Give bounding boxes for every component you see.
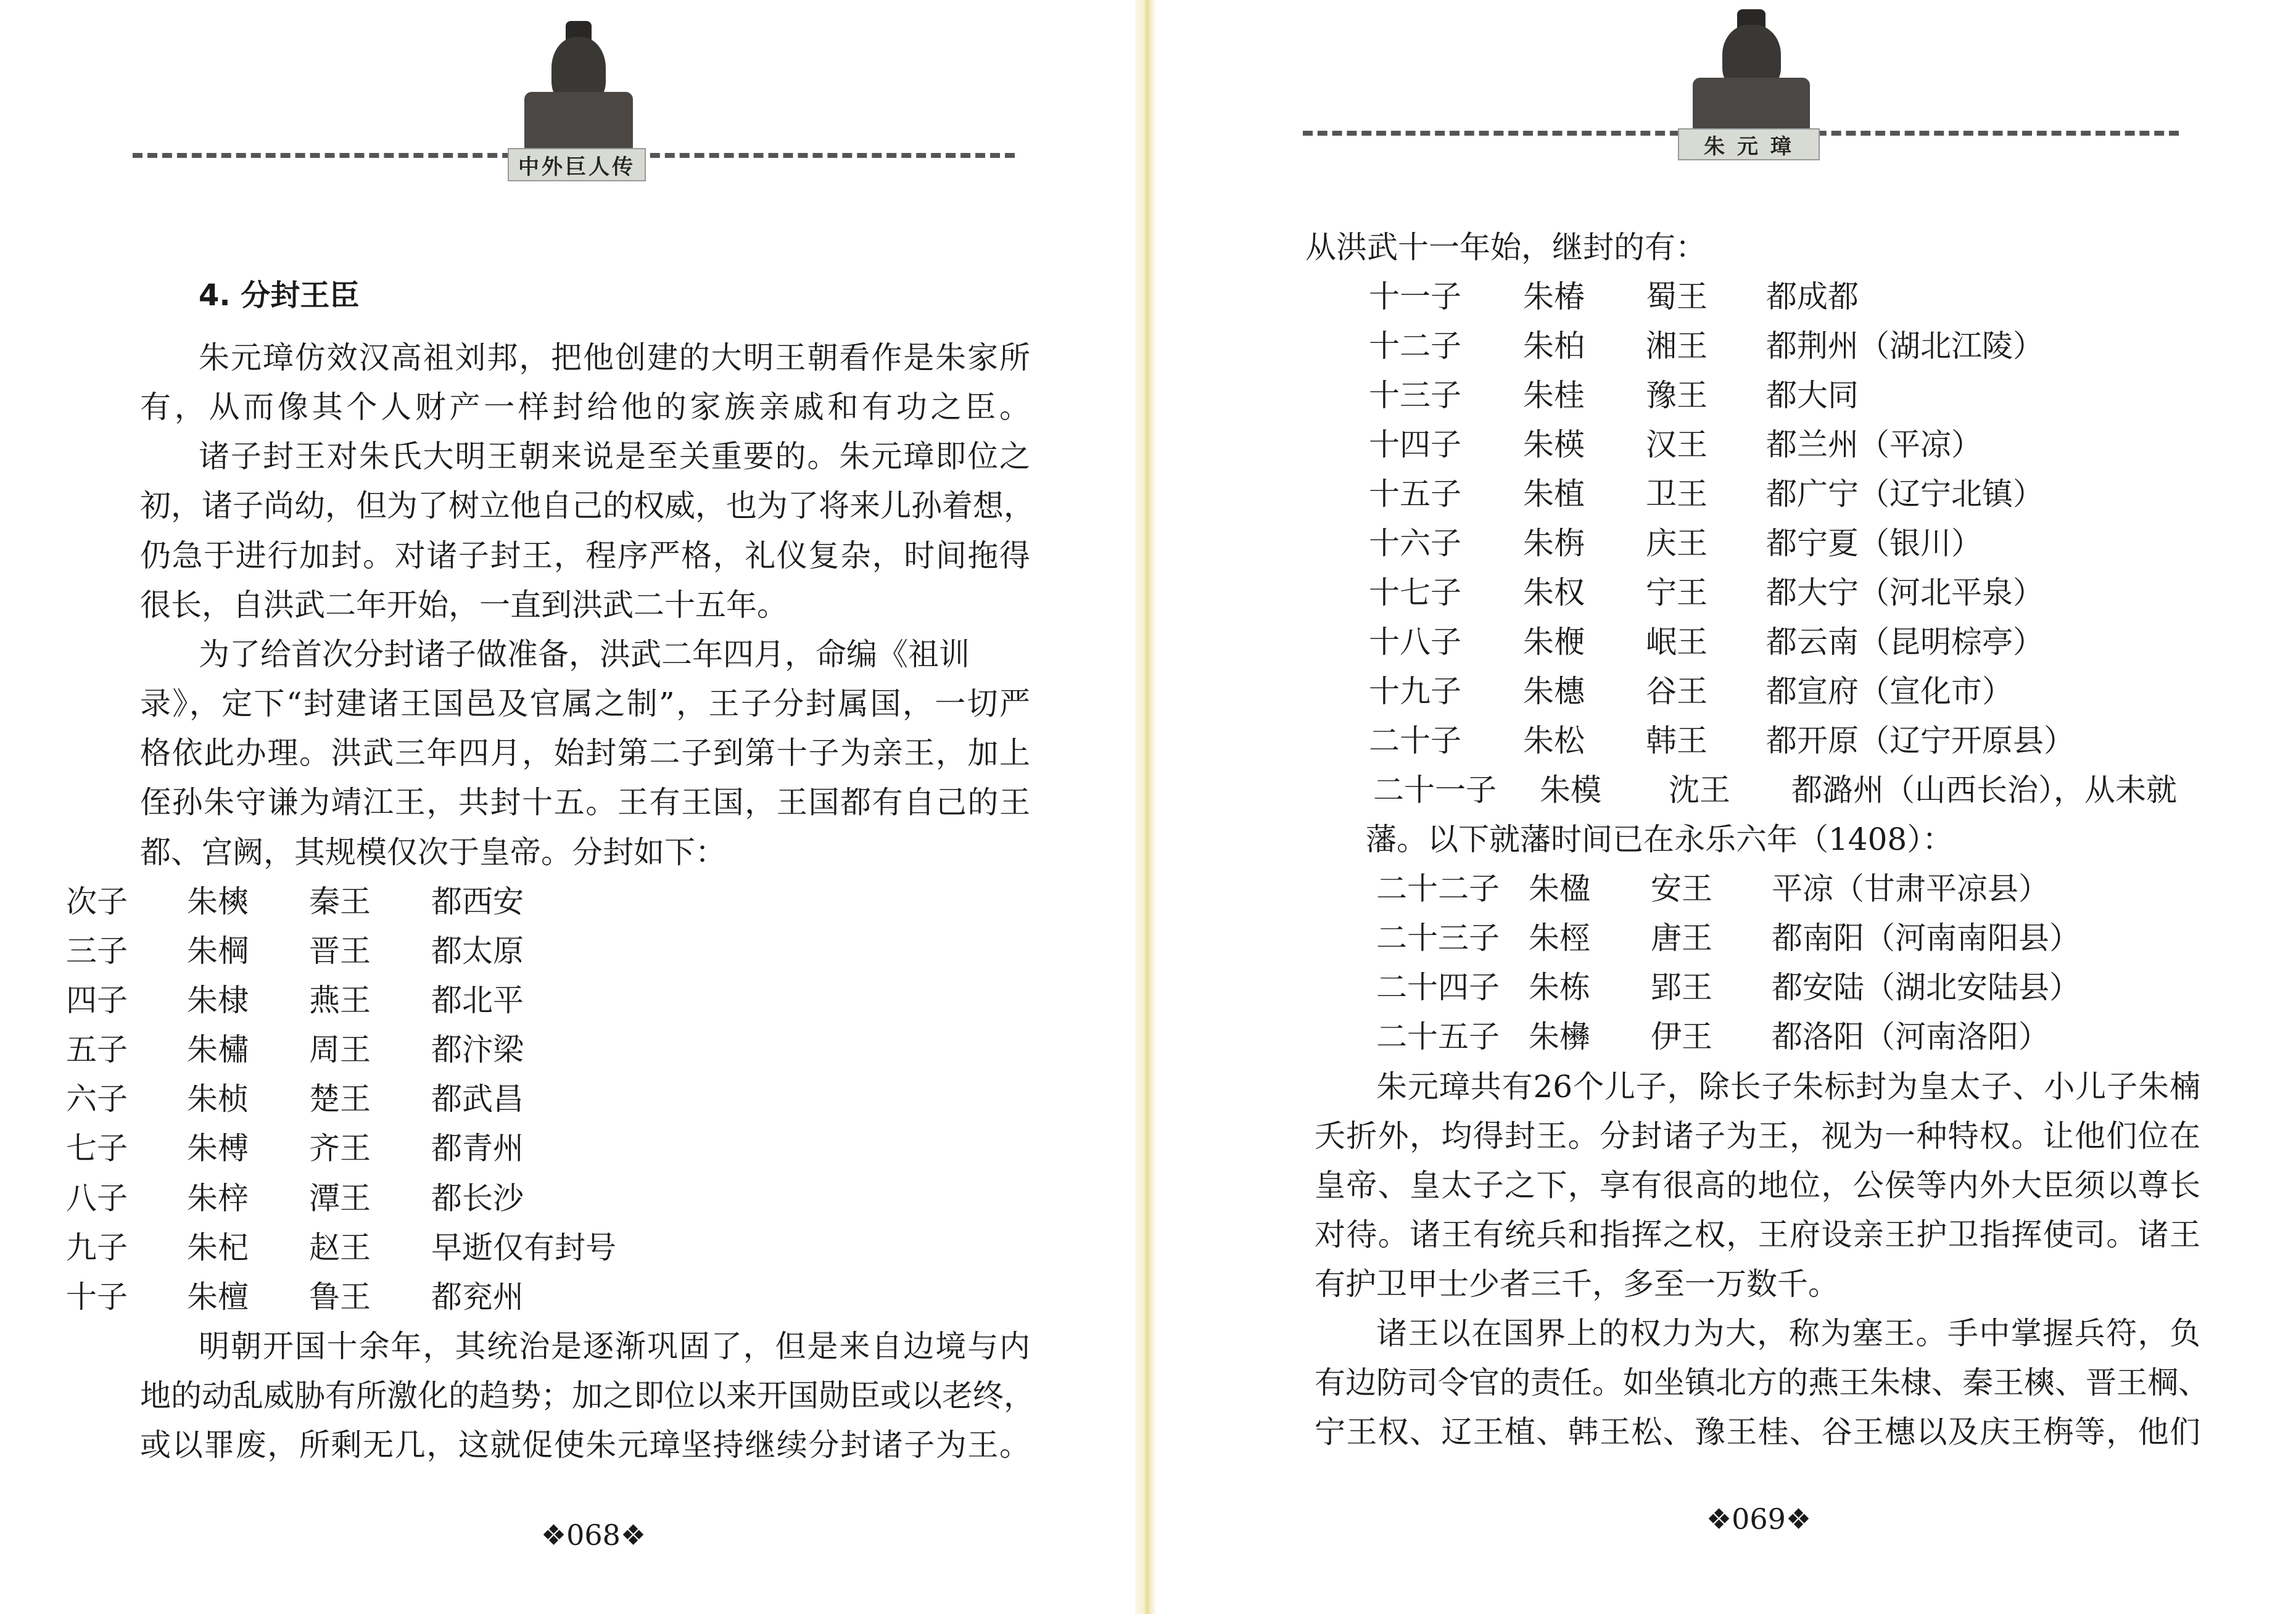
text-line: 有，从而像其个人财产一样封给他的家族亲戚和有功之臣。 bbox=[140, 389, 1030, 426]
fief: 都成都 bbox=[1766, 279, 1859, 315]
fief: 都宁夏（银川） bbox=[1766, 525, 1982, 562]
prince-name: 朱桱 bbox=[1529, 920, 1590, 957]
title: 湘王 bbox=[1646, 328, 1708, 364]
son-order: 二十四子 bbox=[1376, 970, 1500, 1006]
text-line: 夭折外，均得封王。分封诸子为王，视为一种特权。让他们位在 bbox=[1315, 1118, 2200, 1154]
prince-name: 朱杞 bbox=[187, 1229, 249, 1266]
prince-name: 朱栴 bbox=[1523, 525, 1585, 562]
text-line: 录》，定下“封建诸王国邑及官属之制”，王子分封属国，一切严 bbox=[140, 686, 1030, 722]
prince-name: 朱楹 bbox=[1529, 871, 1590, 907]
title: 楚王 bbox=[309, 1081, 371, 1118]
fief: 都大宁（河北平泉） bbox=[1766, 575, 2044, 611]
text-line: 皇帝、皇太子之下，享有很高的地位，公侯等内外大臣须以尊长 bbox=[1315, 1167, 2200, 1203]
text-line: 明朝开国十余年，其统治是逐渐巩固了，但是来自边境与内 bbox=[199, 1328, 1030, 1364]
fief: 都太原 bbox=[431, 933, 524, 969]
text-line: 仍急于进行加封。对诸子封王，程序严格，礼仪复杂，时间拖得 bbox=[140, 537, 1030, 574]
book-gutter bbox=[1135, 0, 1157, 1614]
prince-name: 朱橚 bbox=[187, 1032, 249, 1068]
prince-name: 朱植 bbox=[1523, 476, 1585, 513]
son-order: 十四子 bbox=[1369, 427, 1461, 463]
text-line: 很长，自洪武二年开始，一直到洪武二十五年。 bbox=[140, 587, 788, 623]
text-line: 对待。诸王有统兵和指挥之权，王府设亲王护卫指挥使司。诸王 bbox=[1315, 1216, 2200, 1253]
left-page bbox=[0, 0, 1141, 1614]
son-order: 次子 bbox=[66, 883, 128, 920]
text-line: 侄孙朱守谦为靖江王，共封十五。王有王国，王国都有自己的王 bbox=[140, 784, 1030, 821]
son-order: 十三子 bbox=[1369, 377, 1461, 414]
title: 蜀王 bbox=[1646, 279, 1708, 315]
text-line: 藩。以下就藩时间已在永乐六年（1408）： bbox=[1366, 821, 1954, 858]
prince-name: 朱桂 bbox=[1523, 377, 1585, 414]
title: 齐王 bbox=[309, 1130, 371, 1167]
title: 岷王 bbox=[1646, 624, 1708, 661]
prince-name: 朱橞 bbox=[1523, 673, 1585, 710]
prince-name: 朱桢 bbox=[187, 1081, 249, 1118]
fief: 都宣府（宣化市） bbox=[1766, 673, 2013, 710]
son-order: 二十三子 bbox=[1376, 920, 1500, 957]
fief: 都安陆（湖北安陆县） bbox=[1772, 970, 2080, 1006]
title: 鲁王 bbox=[309, 1278, 371, 1315]
title: 燕王 bbox=[309, 982, 371, 1018]
title: 郢王 bbox=[1651, 970, 1712, 1006]
text-line: 为了给首次分封诸子做准备，洪武二年四月，命编《祖训 bbox=[199, 636, 970, 672]
text-line: 从洪武十一年始，继封的有： bbox=[1305, 229, 1706, 265]
title: 沈王 bbox=[1669, 772, 1730, 809]
prince-name: 朱㰘 bbox=[1529, 1019, 1590, 1055]
son-order: 十八子 bbox=[1369, 624, 1461, 661]
title: 谷王 bbox=[1646, 673, 1708, 710]
title: 周王 bbox=[309, 1032, 371, 1068]
title: 汉王 bbox=[1646, 427, 1708, 463]
text-line: 都、宫阙，其规模仅次于皇帝。分封如下： bbox=[140, 834, 726, 870]
title: 庆王 bbox=[1646, 525, 1708, 562]
son-order: 五子 bbox=[66, 1032, 128, 1068]
title: 晋王 bbox=[309, 933, 371, 969]
portrait-illustration bbox=[1693, 25, 1810, 136]
son-order: 九子 bbox=[66, 1229, 128, 1266]
fief: 都荆州（湖北江陵） bbox=[1766, 328, 2044, 364]
prince-name: 朱柏 bbox=[1523, 328, 1585, 364]
son-order: 二十五子 bbox=[1376, 1019, 1500, 1055]
fief: 都大同 bbox=[1766, 377, 1859, 414]
prince-name: 朱松 bbox=[1523, 723, 1585, 759]
running-header: 中外巨人传 bbox=[508, 148, 646, 181]
prince-name: 朱棣 bbox=[187, 982, 249, 1018]
fief: 都青州 bbox=[431, 1130, 524, 1167]
title: 卫王 bbox=[1646, 476, 1708, 513]
text-line: 有边防司令官的责任。如坐镇北方的燕王朱棣、秦王樉、晋王棡、 bbox=[1315, 1364, 2209, 1401]
fief: 都开原（辽宁开原县） bbox=[1766, 723, 2075, 759]
page-number: ❖069❖ bbox=[1706, 1502, 1812, 1536]
fief: 都兖州 bbox=[431, 1278, 524, 1315]
text-line: 格依此办理。洪武三年四月，始封第二子到第十子为亲王，加上 bbox=[140, 735, 1030, 772]
fief: 都南阳（河南南阳县） bbox=[1772, 920, 2080, 957]
son-order: 三子 bbox=[66, 933, 128, 969]
fief: 都洛阳（河南洛阳） bbox=[1772, 1019, 2049, 1055]
son-order: 四子 bbox=[66, 982, 128, 1018]
fief: 都西安 bbox=[431, 883, 524, 920]
son-order: 十二子 bbox=[1369, 328, 1461, 364]
fief: 都长沙 bbox=[431, 1180, 524, 1216]
fief: 都云南（昆明棕亭） bbox=[1766, 624, 2044, 661]
text-line: 或以罪废，所剩无几，这就促使朱元璋坚持继续分封诸子为王。 bbox=[140, 1427, 1030, 1464]
text-line: 朱元璋仿效汉高祖刘邦，把他创建的大明王朝看作是朱家所 bbox=[199, 340, 1030, 376]
title: 豫王 bbox=[1646, 377, 1708, 414]
son-order: 六子 bbox=[66, 1081, 128, 1118]
fief: 平凉（甘肃平凉县） bbox=[1772, 871, 2049, 907]
prince-name: 朱檀 bbox=[187, 1278, 249, 1315]
portrait-illustration bbox=[524, 37, 633, 151]
text-line: 初，诸子尚幼，但为了树立他自己的权威，也为了将来儿孙着想， bbox=[140, 488, 1034, 524]
section-heading: 4. 分封王臣 bbox=[199, 278, 360, 313]
title: 潭王 bbox=[309, 1180, 371, 1216]
prince-name: 朱榑 bbox=[187, 1130, 249, 1167]
text-line: 地的动乱威胁有所激化的趋势；加之即位以来开国勋臣或以老终， bbox=[140, 1378, 1034, 1414]
son-order: 七子 bbox=[66, 1130, 128, 1167]
fief: 都广宁（辽宁北镇） bbox=[1766, 476, 2044, 513]
son-order: 十子 bbox=[66, 1278, 128, 1315]
title: 安王 bbox=[1651, 871, 1712, 907]
text-line: 诸王以在国界上的权力为大，称为塞王。手中掌握兵符，负 bbox=[1376, 1315, 2200, 1351]
right-page bbox=[1155, 0, 2296, 1614]
fief: 都武昌 bbox=[431, 1081, 524, 1118]
son-order: 二十一子 bbox=[1373, 772, 1497, 809]
text-line: 诸子封王对朱氏大明王朝来说是至关重要的。朱元璋即位之 bbox=[199, 438, 1030, 475]
title: 秦王 bbox=[309, 883, 371, 920]
fief: 早逝仅有封号 bbox=[431, 1229, 616, 1266]
text-line: 有护卫甲士少者三千，多至一万数千。 bbox=[1315, 1266, 1839, 1302]
fief: 都北平 bbox=[431, 982, 524, 1018]
prince-name: 朱模 bbox=[1540, 772, 1601, 809]
son-order: 十六子 bbox=[1369, 525, 1461, 562]
fief: 都汴梁 bbox=[431, 1032, 524, 1068]
prince-name: 朱樉 bbox=[187, 883, 249, 920]
prince-name: 朱权 bbox=[1523, 575, 1585, 611]
son-order: 二十二子 bbox=[1376, 871, 1500, 907]
fief: 都兰州（平凉） bbox=[1766, 427, 1982, 463]
prince-name: 朱椿 bbox=[1523, 279, 1585, 315]
prince-name: 朱梓 bbox=[187, 1180, 249, 1216]
prince-name: 朱棡 bbox=[187, 933, 249, 969]
prince-name: 朱楩 bbox=[1523, 624, 1585, 661]
prince-name: 朱栋 bbox=[1529, 970, 1590, 1006]
son-order: 十七子 bbox=[1369, 575, 1461, 611]
son-order: 十九子 bbox=[1369, 673, 1461, 710]
page-number: ❖068❖ bbox=[540, 1518, 646, 1552]
son-order: 十一子 bbox=[1369, 279, 1461, 315]
text-line: 宁王权、辽王植、韩王松、豫王桂、谷王橞以及庆王栴等，他们 bbox=[1315, 1414, 2200, 1450]
prince-name: 朱楧 bbox=[1523, 427, 1585, 463]
son-order: 二十子 bbox=[1369, 723, 1461, 759]
title: 韩王 bbox=[1646, 723, 1708, 759]
title: 唐王 bbox=[1651, 920, 1712, 957]
title: 赵王 bbox=[309, 1229, 371, 1266]
text-line: 朱元璋共有26个儿子，除长子朱标封为皇太子、小儿子朱楠 bbox=[1376, 1068, 2200, 1105]
running-header: 朱 元 璋 bbox=[1678, 128, 1820, 160]
fief: 都潞州（山西长治），从未就 bbox=[1791, 772, 2177, 809]
son-order: 八子 bbox=[66, 1180, 128, 1216]
title: 伊王 bbox=[1651, 1019, 1712, 1055]
son-order: 十五子 bbox=[1369, 476, 1461, 513]
title: 宁王 bbox=[1646, 575, 1708, 611]
